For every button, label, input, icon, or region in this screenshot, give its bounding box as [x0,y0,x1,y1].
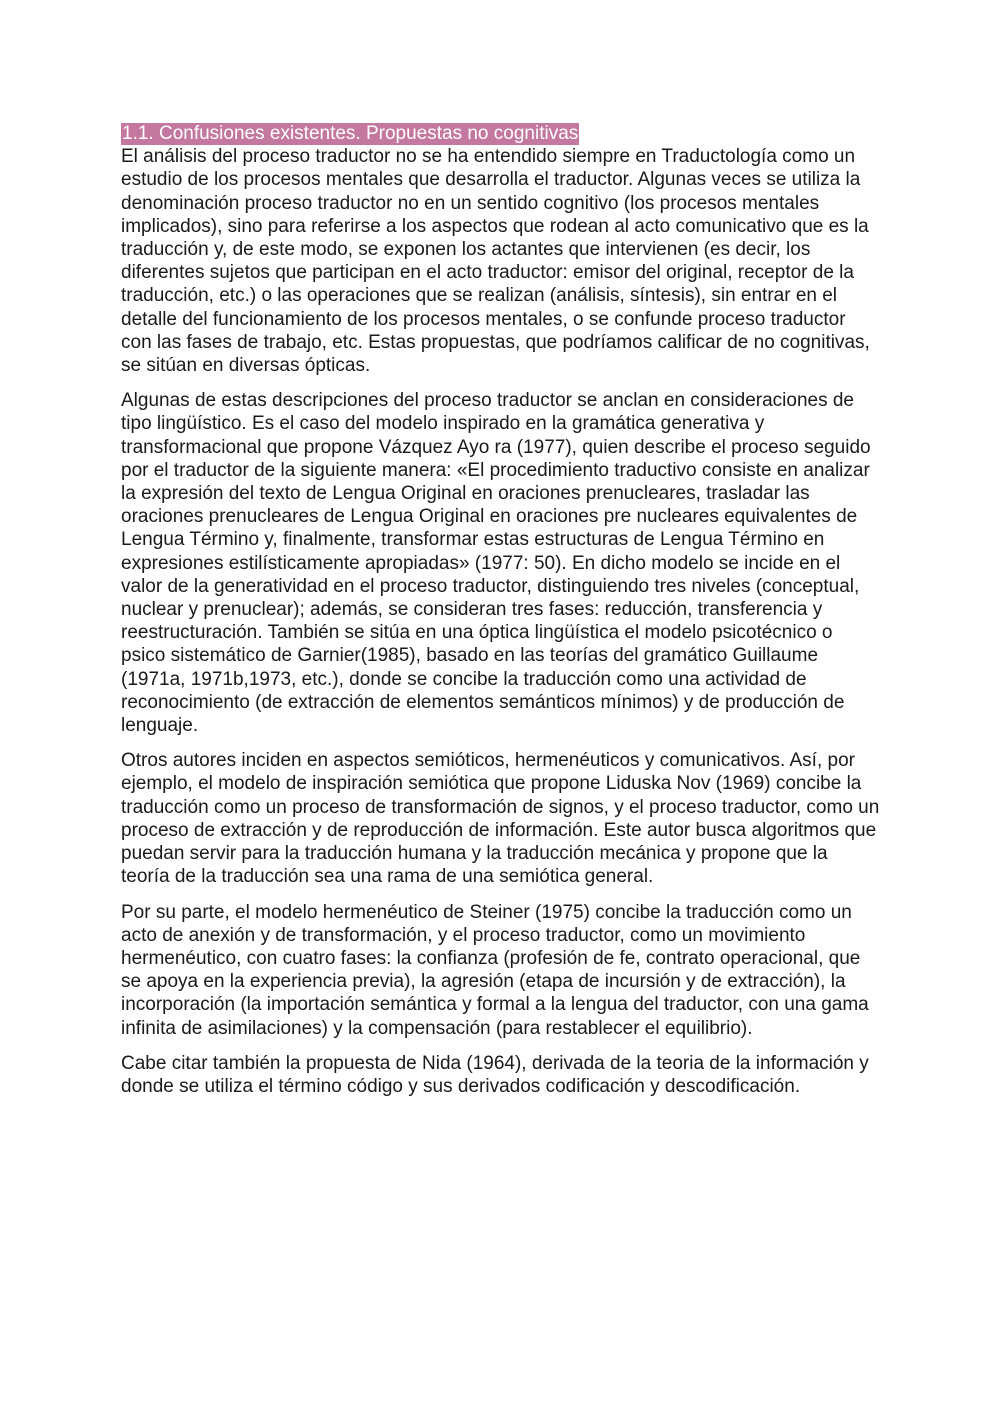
paragraph-3: Otros autores inciden en aspectos semióticos, hermenéuticos y comunicativos. Así, por ejemplo, el modelo de inspiración semiótica que propone Liduska Nov (1969) concibe la traducción como un proceso de transformación de signos, y el proceso traductor, como un proceso de extracción y de reproducción de información. Este autor busca algoritmos que puedan servir para la traducción humana y la traducción mecánica y propone que la teoría de la traducción sea una rama de una semiótica general. [121,750,880,888]
paragraph-4: Por su parte, el modelo hermenéutico de Steiner (1975) concibe la traducción como un acto de anexión y de transformación, y el proceso traductor, como un movimiento hermenéutico, con cuatro fases: la confianza (profesión de fe, contrato operacional, que se apoya en la experiencia previa), la agresión (etapa de incursión y de extracción), la incorporación (la importación semántica y formal a la lengua del traductor, con una gama infinita de asimilaciones) y la compensación (para restablecer el equilibrio). [121,901,869,1039]
section-heading-line [121,122,881,145]
paragraph-5: Cabe citar también la propuesta de Nida (1964), derivada de la teoria de la información y donde se utiliza el término código y sus derivados codificación y descodificación. [121,1052,869,1097]
section-heading: 1.1. Confusiones existentes. Propuestas no cognitivas [122,123,579,144]
document-page [121,122,881,1110]
paragraph-1: El análisis del proceso traductor no se ha entendido siempre en Traductología como un estudio de los procesos mentales que desarrolla el traductor. Algunas veces se utiliza la denominación proceso traductor no en un sentido cognitivo (los procesos mentales implicados), sino para referirse a los aspectos que rodean al acto comunicativo que es la traducción y, de este modo, se exponen los actantes que intervienen (es decir, los diferentes sujetos que participan en el acto traductor: emisor del original, receptor de la traducción, etc.) o las operaciones que se realizan (análisis, síntesis), sin entrar en el detalle del funcionamiento de los procesos mentales, o se confunde proceso traductor con las fases de trabajo, etc. Estas propuestas, que podríamos calificar de no cognitivas, se sitúan en diversas ópticas. [121,146,870,377]
paragraph-2: Algunas de estas descripciones del proceso traductor se anclan en consideraciones de tipo lingüístico. Es el caso del modelo inspirado en la gramática generativa y transformacional que propone Vázquez Ayo ra (1977), quien describe el proceso seguido por el traductor de la siguiente manera: «El procedimiento traductivo consiste en analizar la expresión del texto de Lengua Original en oraciones prenucleares, trasladar las oraciones prenucleares de Lengua Original en oraciones pre nucleares equivalentes de Lengua Término y, finalmente, transformar estas estructuras de Lengua Término en expresiones estilísticamente apropiadas» (1977: 50). En dicho modelo se incide en el valor de la generatividad en el proceso traductor, distinguiendo tres niveles (conceptual, nuclear y prenuclear); además, se consideran tres fases: reducción, transferencia y reestructuración. También se sitúa en una óptica lingüística el modelo psicotécnico o psico sistemático de Garnier(1985), basado en las teorías del gramático Guillaume (1971a, 1971b,1973, etc.), donde se concibe la traducción como una actividad de reconocimiento (de extracción de elementos semánticos mínimos) y de producción de lenguaje. [121,390,871,737]
